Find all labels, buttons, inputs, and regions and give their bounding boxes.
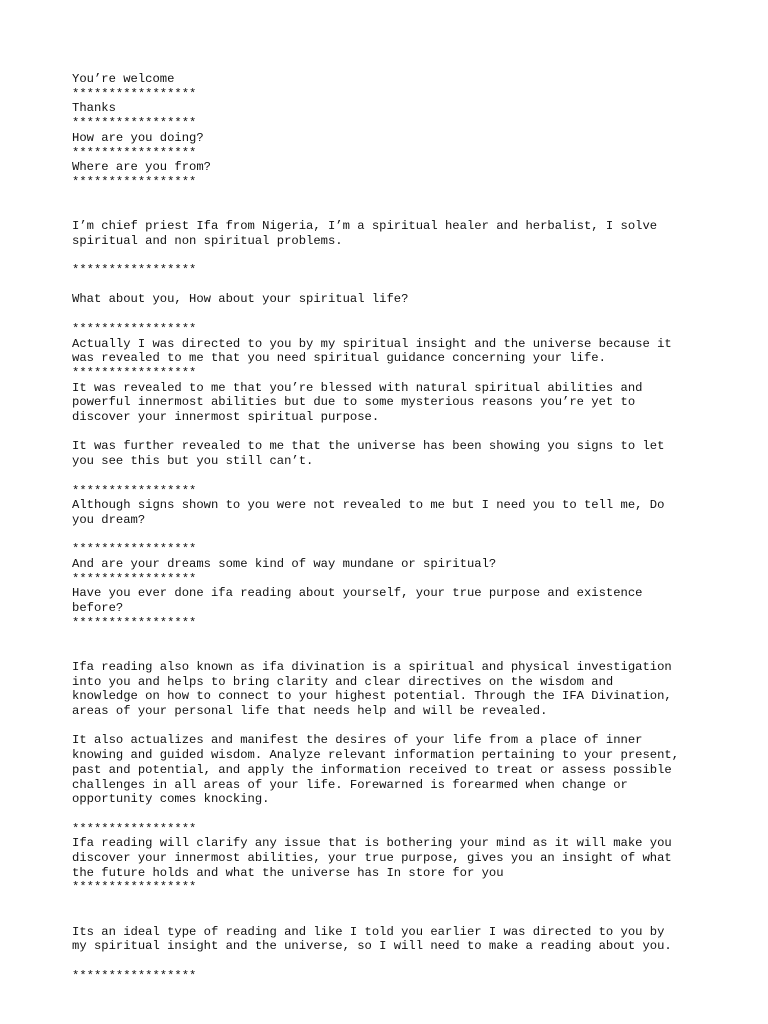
blank-line (72, 248, 732, 263)
text-line: Where are you from? (72, 160, 211, 175)
text-line: you see this but you still can’t. (72, 454, 314, 469)
blank-line (72, 895, 732, 910)
text-line: into you and helps to bring clarity and clear directives on the wisdom and (72, 674, 614, 689)
text-line: you dream? (72, 512, 146, 527)
text-line: Actually I was directed to you by my spiritual insight and the universe because it (72, 336, 672, 351)
text-line: ***************** (72, 571, 197, 586)
text-line: And are your dreams some kind of way mundane or spiritual? (72, 557, 497, 572)
text-line: How are you doing? (72, 130, 204, 145)
document-page (72, 72, 732, 983)
text-line: Ifa reading also known as ifa divination is a spiritual and physical investigation (72, 659, 672, 674)
text-line: past and potential, and apply the information received to treat or assess possible (72, 762, 672, 777)
text-line: discover your innermost spiritual purpose. (72, 410, 380, 425)
text-line: ***************** (72, 145, 197, 160)
blank-line (72, 645, 732, 660)
blank-line (72, 910, 732, 925)
text-line: It was further revealed to me that the universe has been showing you signs to let (72, 439, 665, 454)
text-line: ***************** (72, 321, 197, 336)
text-line: I’m chief priest Ifa from Nigeria, I’m a spiritual healer and herbalist, I solve (72, 219, 658, 233)
blank-line (72, 807, 732, 822)
text-line: the future holds and what the universe has In store for you (72, 865, 504, 880)
text-line: ***************** (72, 821, 197, 836)
text-line: You’re welcome (72, 72, 175, 86)
text-line: Its an ideal type of reading and like I told you earlier I was directed to you by (72, 924, 665, 939)
text-line: discover your innermost abilities, your true purpose, gives you an insight of what (72, 851, 672, 866)
blank-line (72, 719, 732, 734)
text-line: ***************** (72, 174, 197, 189)
text-line: It was revealed to me that you’re blessed with natural spiritual abilities and (72, 380, 643, 395)
text-line: before? (72, 601, 124, 616)
text-line: What about you, How about your spiritual life? (72, 292, 409, 307)
text-line: It also actualizes and manifest the desires of your life from a place of inner (72, 733, 643, 748)
text-line: powerful innermost abilities but due to some mysterious reasons you’re yet to (72, 395, 636, 410)
blank-line (72, 631, 732, 646)
text-line: ***************** (72, 968, 197, 983)
text-line: knowledge on how to connect to your highest potential. Through the IFA Divination, (72, 689, 672, 704)
text-line: ***************** (72, 615, 197, 630)
text-line: Have you ever done ifa reading about yourself, your true purpose and existence (72, 586, 643, 601)
blank-line (72, 528, 732, 543)
blank-line (72, 278, 732, 293)
text-line: areas of your personal life that needs help and will be revealed. (72, 704, 548, 719)
blank-line (72, 190, 732, 205)
text-line: ***************** (72, 880, 197, 895)
blank-line (72, 204, 732, 219)
text-line: ***************** (72, 483, 197, 498)
text-line: challenges in all areas of your life. Forewarned is forearmed when change or (72, 777, 628, 792)
text-line: opportunity comes knocking. (72, 792, 270, 807)
text-line: ***************** (72, 116, 197, 131)
text-line: ***************** (72, 365, 197, 380)
blank-line (72, 469, 732, 484)
text-line: ***************** (72, 263, 197, 278)
text-line: Although signs shown to you were not revealed to me but I need you to tell me, Do (72, 498, 665, 513)
text-line: Thanks (72, 101, 116, 116)
text-line: knowing and guided wisdom. Analyze relevant information pertaining to your present, (72, 748, 680, 763)
text-line: ***************** (72, 542, 197, 557)
text-line: my spiritual insight and the universe, so I will need to make a reading about you. (72, 939, 672, 954)
text-line: spiritual and non spiritual problems. (72, 233, 343, 248)
text-line: ***************** (72, 86, 197, 101)
text-line: Ifa reading will clarify any issue that is bothering your mind as it will make you (72, 836, 672, 851)
blank-line (72, 425, 732, 440)
blank-line (72, 954, 732, 969)
text-line: was revealed to me that you need spiritual guidance concerning your life. (72, 351, 606, 366)
blank-line (72, 307, 732, 322)
